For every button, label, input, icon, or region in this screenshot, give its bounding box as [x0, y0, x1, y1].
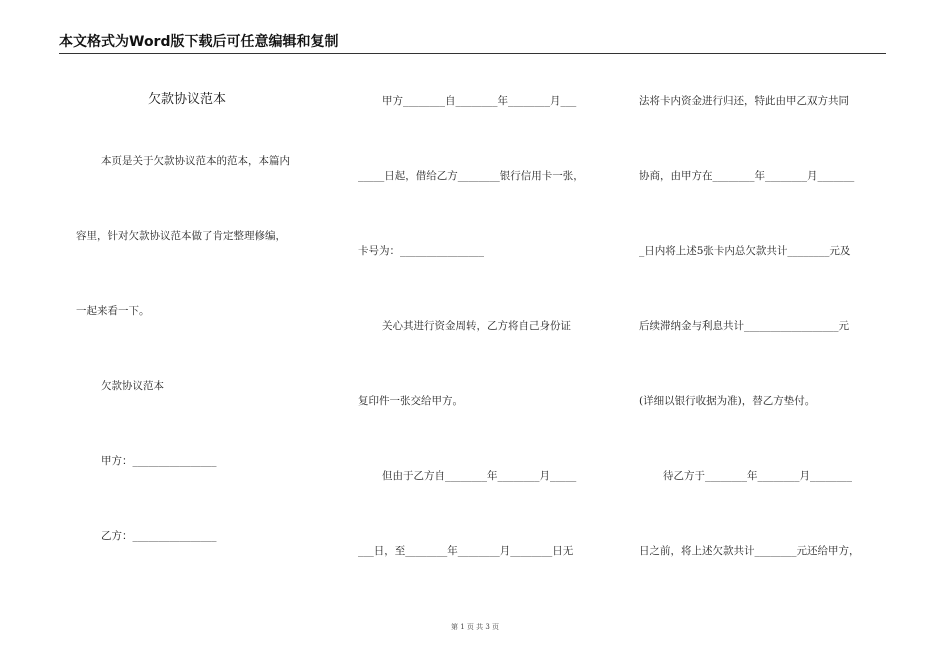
col2-line-5: 复印件一张交给甲方。	[358, 395, 463, 407]
col2-line-1: 甲方________自________年________月___	[382, 95, 577, 107]
col2-line-6: 但由于乙方自________年________月_____	[382, 470, 577, 482]
col3-line-5: (详细以银行收据为准)，替乙方垫付。	[639, 395, 816, 407]
col3-line-2: 协商，由甲方在________年________月_______	[639, 170, 855, 182]
col1-line-3: 一起来看一下。	[76, 305, 150, 317]
col1-party-b: 乙方：________________	[101, 530, 217, 542]
col2-line-4: 关心其进行资金周转，乙方将自己身份证	[382, 320, 571, 332]
col2-line-3: 卡号为：________________	[358, 245, 484, 257]
col1-line-1: 本页是关于欠款协议范本的范本，本篇内	[101, 155, 290, 167]
col2-line-2: _____日起，借给乙方________银行信用卡一张，	[358, 170, 584, 182]
col2-line-7: ___日，至________年________月________日无	[358, 545, 574, 557]
col1-party-a: 甲方：________________	[101, 455, 217, 467]
col3-line-7: 日之前，将上述欠款共计________元还给甲方，	[639, 545, 860, 557]
col3-line-1: 法将卡内资金进行归还，特此由甲乙双方共同	[639, 95, 849, 107]
col1-line-2: 容里，针对欠款协议范本做了肯定整理修编，	[76, 230, 286, 242]
document-header	[59, 34, 886, 54]
document-title: 欠款协议范本	[148, 92, 227, 107]
col3-line-4: 后续滞纳金与利息共计__________________元	[639, 320, 849, 332]
page-number: 第 1 页 共 3 页	[450, 623, 500, 631]
header-title: 本文格式为Word版下载后可任意编辑和复制	[59, 34, 339, 50]
col1-line-4: 欠款协议范本	[101, 380, 164, 392]
col3-line-6: 待乙方于________年________月________	[663, 470, 852, 482]
col3-line-3: _日内将上述5张卡内总欠款共计________元及	[639, 245, 851, 257]
